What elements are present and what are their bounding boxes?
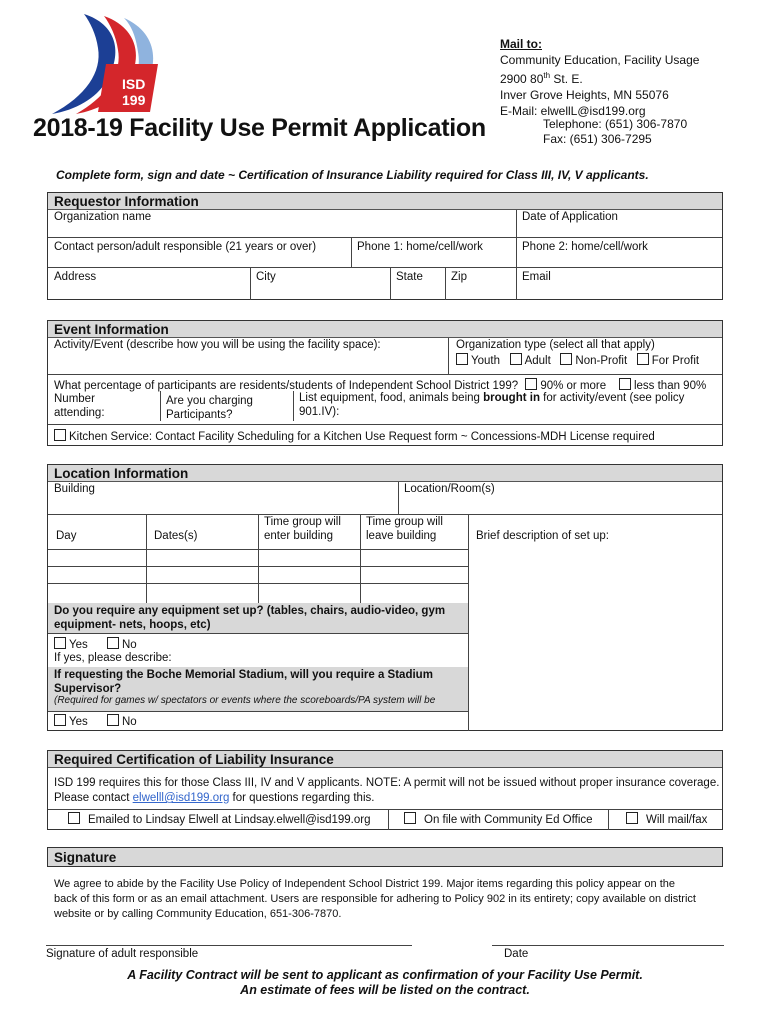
nonprofit-checkbox[interactable] xyxy=(560,353,572,365)
insurance-text: ISD 199 requires this for those Class III, IV and V applicants. NOTE: A permit will not be issued without proper insurance coverage. Please contact elwelll@isd199.org for questions regarding this. xyxy=(54,777,720,804)
divider xyxy=(258,514,259,603)
address-field[interactable]: Address xyxy=(54,271,97,283)
charging-field[interactable]: Are you charging Participants? xyxy=(166,395,253,421)
divider xyxy=(448,338,449,374)
mail-to-block xyxy=(500,36,699,119)
divider xyxy=(388,809,389,830)
forprofit-label: For Profit xyxy=(651,355,700,367)
mail-line2: 2900 80th St. E. xyxy=(500,71,583,86)
phone2-field[interactable]: Phone 2: home/cell/work xyxy=(522,241,648,253)
instructions: Complete form, sign and date ~ Certification of Insurance Liability required for Class III, IV, V applicants. xyxy=(56,168,649,182)
activity-field[interactable]: Activity/Event (describe how you will be using the facility space): xyxy=(54,339,381,351)
room-field[interactable]: Location/Room(s) xyxy=(404,483,495,495)
equipment-question: Do you require any equipment set up? (tables, chairs, audio-video, gym equipment- nets, hoops, etc) xyxy=(54,605,446,631)
divider xyxy=(390,267,391,300)
requestor-heading: Requestor Information xyxy=(48,193,722,210)
kitchen-service: Kitchen Service: Contact Facility Scheduling for a Kitchen Use Request form ~ Concessions-MDH License required xyxy=(54,429,655,443)
insurance-section xyxy=(47,750,723,830)
fax: Fax: (651) 306-7295 xyxy=(543,132,652,146)
contact-person-field[interactable]: Contact person/adult responsible (21 years or over) xyxy=(54,241,317,253)
insurance-opt3: Will mail/fax xyxy=(626,812,707,826)
setup-field[interactable]: Brief description of set up: xyxy=(476,530,609,542)
divider xyxy=(398,482,399,514)
divider xyxy=(48,424,722,425)
insurance-opt2: On file with Community Ed Office xyxy=(404,812,593,826)
contact-block xyxy=(543,117,687,147)
percentage-question: What percentage of participants are residents/students of Independent School District 199? 90% or more less than 90% xyxy=(54,380,707,392)
stadium-no-checkbox[interactable] xyxy=(107,714,119,726)
mail-email: E-Mail: elwellL@isd199.org xyxy=(500,104,646,118)
date-line[interactable] xyxy=(492,945,724,946)
signature-label: Signature of adult responsible xyxy=(46,948,199,960)
footer-note: A Facility Contract will be sent to applicant as confirmation of your Facility Use Permit. An estimate of fees will be listed on the contract. xyxy=(127,968,643,997)
building-field[interactable]: Building xyxy=(54,483,95,495)
insurance-opt1: Emailed to Lindsay Elwell at Lindsay.elwell@isd199.org xyxy=(68,812,371,826)
logo-text-199: 199 xyxy=(122,92,146,108)
location-section xyxy=(47,464,723,731)
equipment-no-checkbox[interactable] xyxy=(107,637,119,649)
dates-header: Dates(s) xyxy=(154,530,198,542)
zip-field[interactable]: Zip xyxy=(451,271,467,283)
divider xyxy=(48,267,722,268)
divider xyxy=(360,514,361,603)
signature-line[interactable] xyxy=(46,945,412,946)
mail-line1: Community Education, Facility Usage xyxy=(500,53,700,67)
divider xyxy=(48,633,468,634)
divider xyxy=(160,391,161,421)
emailed-checkbox[interactable] xyxy=(68,812,80,824)
event-heading: Event Information xyxy=(48,321,722,338)
stadium-question: If requesting the Boche Memorial Stadium, will you require a Stadium Supervisor? xyxy=(54,669,433,695)
email-field[interactable]: Email xyxy=(522,271,551,283)
stadium-yes-no: Yes No xyxy=(54,714,137,728)
requestor-section xyxy=(47,192,723,300)
number-attending-field[interactable]: Number attending: xyxy=(54,393,105,419)
divider xyxy=(250,267,251,300)
youth-label: Youth xyxy=(471,355,500,367)
will-mail-checkbox[interactable] xyxy=(626,812,638,824)
org-name-field[interactable]: Organization name xyxy=(54,211,152,223)
divider xyxy=(351,237,352,267)
divider xyxy=(445,267,446,300)
divider xyxy=(48,374,722,375)
signature-text: We agree to abide by the Facility Use Policy of Independent School District 199. Major items regarding this policy appear on the back of this form or as an email attachment. Users are responsible for adhering to Policy 902 in its entirety; copy available on district website or by calling Community Education, 651-306-7870. xyxy=(54,878,696,920)
list-equipment-field[interactable]: List equipment, food, animals being brought in for activity/event (see policy 901.IV): xyxy=(299,392,685,418)
signature-heading-bar xyxy=(47,847,723,867)
event-section xyxy=(47,320,723,446)
phone1-field[interactable]: Phone 1: home/cell/work xyxy=(357,241,483,253)
youth-checkbox[interactable] xyxy=(456,353,468,365)
forprofit-checkbox[interactable] xyxy=(637,353,649,365)
adult-checkbox[interactable] xyxy=(510,353,522,365)
nonprofit-label: Non-Profit xyxy=(575,355,628,367)
isd199-logo xyxy=(46,12,166,116)
divider xyxy=(48,809,722,810)
divider xyxy=(48,237,722,238)
equipment-yes-checkbox[interactable] xyxy=(54,637,66,649)
equipment-yes-no: Yes No xyxy=(54,637,137,651)
divider xyxy=(146,514,147,603)
insurance-heading: Required Certification of Liability Insurance xyxy=(48,751,722,768)
divider xyxy=(468,514,469,731)
org-type-options xyxy=(456,353,699,367)
state-field[interactable]: State xyxy=(396,271,423,283)
insurance-email-link[interactable]: elwelll@isd199.org xyxy=(132,792,230,804)
mail-to-heading: Mail to: xyxy=(500,37,542,51)
if-yes-describe[interactable]: If yes, please describe: xyxy=(54,652,172,664)
divider xyxy=(516,210,517,300)
kitchen-checkbox[interactable] xyxy=(54,429,66,441)
stadium-yes-checkbox[interactable] xyxy=(54,714,66,726)
mail-line3: Inver Grove Heights, MN 55076 xyxy=(500,88,669,102)
enter-time-header: Time group will enter building xyxy=(264,516,341,542)
divider xyxy=(608,809,609,830)
schedule-row-line xyxy=(48,566,468,567)
date-of-application-field[interactable]: Date of Application xyxy=(522,211,618,223)
stadium-note: (Required for games w/ spectators or events where the scoreboards/PA system will be xyxy=(54,695,436,706)
day-header: Day xyxy=(56,530,77,542)
on-file-checkbox[interactable] xyxy=(404,812,416,824)
page-title: 2018-19 Facility Use Permit Application xyxy=(33,114,486,142)
divider xyxy=(293,391,294,421)
adult-label: Adult xyxy=(524,355,551,367)
ninety-more-label: 90% or more xyxy=(540,380,607,392)
logo-text-isd: ISD xyxy=(122,76,146,92)
org-type-label: Organization type (select all that apply) xyxy=(456,339,655,351)
location-heading: Location Information xyxy=(48,465,722,482)
less-ninety-label: less than 90% xyxy=(633,380,707,392)
city-field[interactable]: City xyxy=(256,271,276,283)
schedule-row-line xyxy=(48,549,468,550)
ninety-more-checkbox[interactable] xyxy=(525,378,537,390)
leave-time-header: Time group will leave building xyxy=(366,516,443,542)
schedule-row-line xyxy=(48,583,468,584)
divider xyxy=(48,711,468,712)
telephone: Telephone: (651) 306-7870 xyxy=(543,117,688,131)
date-label: Date xyxy=(504,948,529,960)
signature-heading: Signature xyxy=(54,850,117,865)
less-ninety-checkbox[interactable] xyxy=(619,378,631,390)
